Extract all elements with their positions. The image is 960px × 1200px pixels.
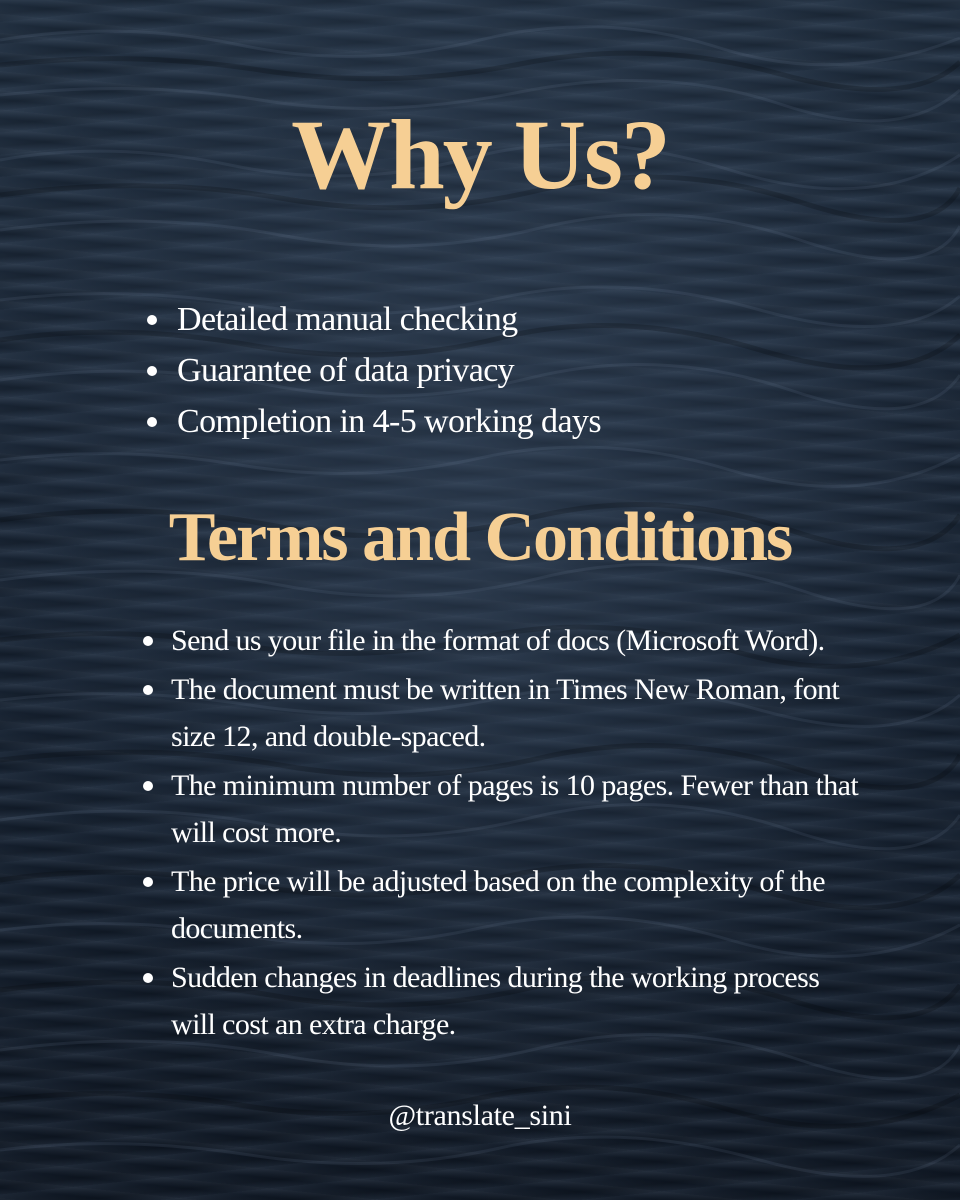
why-us-item: Completion in 4-5 working days	[147, 396, 601, 447]
why-us-item: Guarantee of data privacy	[147, 345, 601, 396]
terms-list	[143, 617, 863, 1050]
terms-item: The document must be written in Times New Roman, font size 12, and double-spaced.	[143, 666, 863, 760]
terms-heading: Terms and Conditions	[168, 499, 792, 576]
terms-item: Send us your file in the format of docs (Microsoft Word).	[143, 617, 863, 664]
terms-item: The minimum number of pages is 10 pages. Fewer than that will cost more.	[143, 762, 863, 856]
why-us-list	[147, 294, 601, 447]
why-us-heading: Why Us?	[291, 99, 669, 210]
social-handle: @translate_sini	[388, 1099, 572, 1132]
terms-item: Sudden changes in deadlines during the working process will cost an extra charge.	[143, 954, 863, 1048]
why-us-item: Detailed manual checking	[147, 294, 601, 345]
terms-item: The price will be adjusted based on the complexity of the documents.	[143, 858, 863, 952]
